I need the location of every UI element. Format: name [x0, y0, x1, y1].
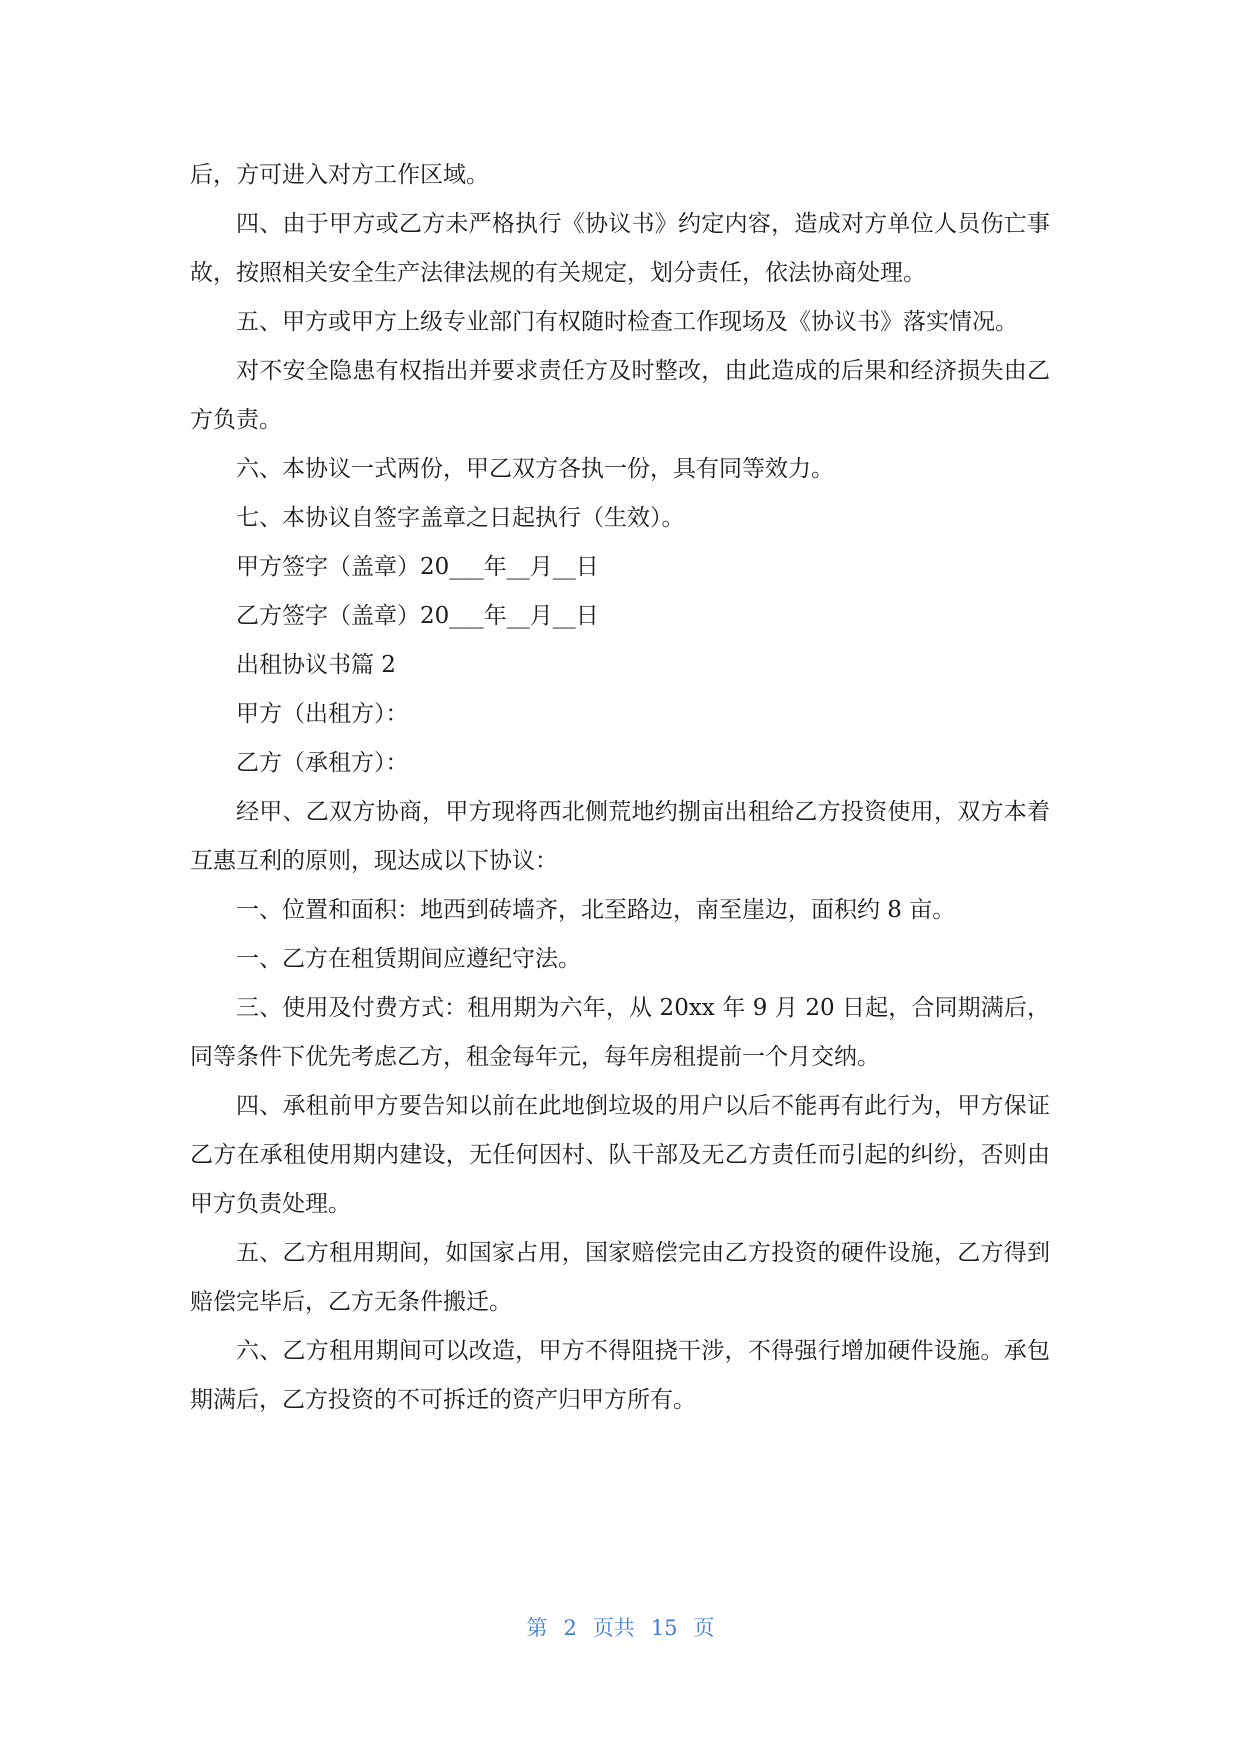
paragraph: 后，方可进入对方工作区域。	[190, 162, 489, 188]
paragraph: 经甲、乙双方协商，甲方现将西北侧荒地约捌亩出租给乙方投资使用，双方本着互惠互利的原则，现达成以下协议：	[190, 799, 1050, 874]
section-heading: 出租协议书篇 2	[236, 652, 396, 678]
footer-label-of: 页共	[592, 1616, 635, 1640]
paragraph: 一、乙方在租赁期间应遵纪守法。	[236, 946, 581, 972]
paragraph: 四、承租前甲方要告知以前在此地倒垃圾的用户以后不能再有此行为，甲方保证乙方在承租使用期内建设，无任何因村、队干部及无乙方责任而引起的纠纷，否则由甲方负责处理。	[190, 1093, 1050, 1217]
paragraph: 一、位置和面积：地西到砖墙齐，北至路边，南至崖边，面积约 8 亩。	[236, 897, 956, 923]
paragraph: 四、由于甲方或乙方未严格执行《协议书》约定内容，造成对方单位人员伤亡事故，按照相关安全生产法律法规的有关规定，划分责任，依法协商处理。	[190, 211, 1050, 286]
party-b-line: 乙方（承租方）：	[236, 750, 409, 776]
paragraph: 六、乙方租用期间可以改造，甲方不得阻挠干涉，不得强行增加硬件设施。承包期满后，乙方投资的不可拆迁的资产归甲方所有。	[190, 1338, 1050, 1413]
paragraph: 三、使用及付费方式：租用期为六年，从 20xx 年 9 月 20 日起，合同期满后，同等条件下优先考虑乙方，租金每年元，每年房租提前一个月交纳。	[190, 995, 1050, 1070]
document-body	[190, 151, 1050, 1425]
paragraph: 对不安全隐患有权指出并要求责任方及时整改，由此造成的后果和经济损失由乙方负责。	[190, 358, 1050, 433]
footer-total-pages: 15	[650, 1616, 678, 1640]
paragraph: 七、本协议自签字盖章之日起执行（生效）。	[236, 505, 685, 531]
footer-label-pages: 页	[693, 1616, 715, 1640]
footer-label-page: 第	[526, 1616, 548, 1640]
paragraph: 五、乙方租用期间，如国家占用，国家赔偿完由乙方投资的硬件设施，乙方得到赔偿完毕后，乙方无条件搬迁。	[190, 1240, 1050, 1315]
page-footer	[0, 1613, 1241, 1643]
party-a-line: 甲方（出租方）：	[236, 701, 409, 727]
signature-line-party-b: 乙方签字（盖章）20___年__月__日	[236, 603, 599, 629]
paragraph: 五、甲方或甲方上级专业部门有权随时检查工作现场及《协议书》落实情况。	[236, 309, 1018, 335]
paragraph: 六、本协议一式两份，甲乙双方各执一份，具有同等效力。	[236, 456, 834, 482]
signature-line-party-a: 甲方签字（盖章）20___年__月__日	[236, 554, 599, 580]
footer-current-page: 2	[563, 1616, 577, 1640]
